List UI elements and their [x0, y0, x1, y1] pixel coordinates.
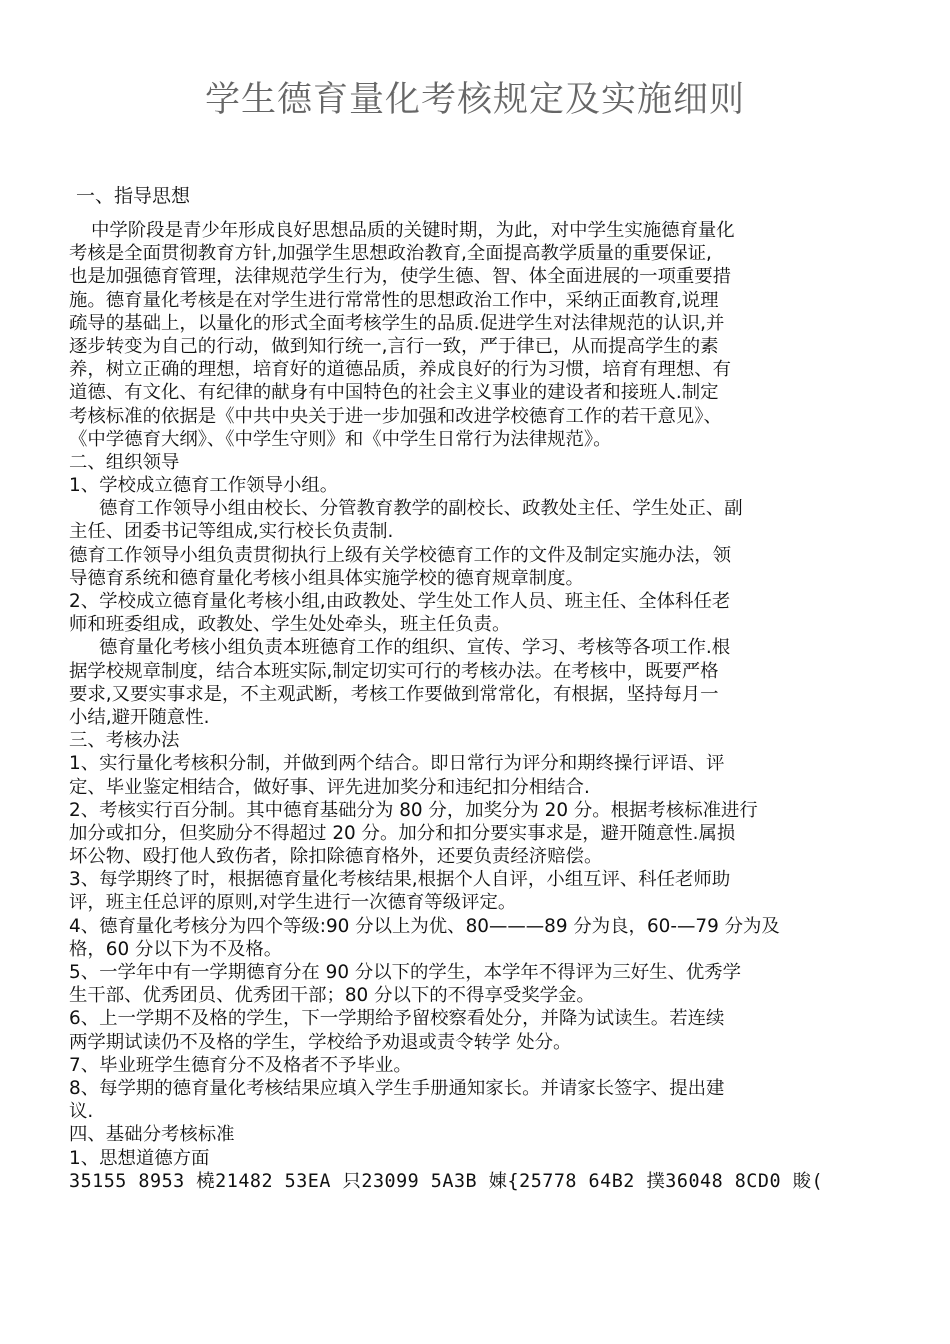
paragraph-line: 加分或扣分，但奖励分不得超过 20 分。加分和扣分要实事求是，避开随意性.属损: [69, 822, 736, 844]
paragraph-line: 考核标准的依据是《中共中央关于进一步加强和改进学校德育工作的若干意见》、: [69, 405, 722, 427]
paragraph-line: 施。德育量化考核是在对学生进行常常性的思想政治工作中，采纳正面教育,说理: [69, 289, 719, 311]
list-item: 7、毕业班学生德育分不及格者不予毕业。: [69, 1054, 412, 1076]
paragraph-line: 也是加强德育管理，法律规范学生行为，使学生德、智、体全面进展的一项重要措: [69, 266, 732, 288]
document-title: 学生德育量化考核规定及实施细则: [204, 80, 745, 120]
paragraph-line: 师和班委组成，政教处、学生处处牵头，班主任负责。: [69, 614, 511, 636]
paragraph-line: 导德育系统和德育量化考核小组具体实施学校的德育规章制度。: [69, 567, 584, 589]
document-body: [69, 219, 883, 1193]
section-heading-organization: 二、组织领导: [69, 451, 180, 473]
paragraph-line: 生干部、优秀团员、优秀团干部；80 分以下的不得享受奖学金。: [69, 985, 595, 1007]
list-item: 3、每学期终了时，根据德育量化考核结果,根据个人自评，小组互评、科任老师助: [69, 869, 731, 891]
paragraph-line: 逐步转变为自己的行动，做到知行统一,言行一致，严于律已，从而提高学生的素: [69, 335, 719, 357]
list-item: 4、德育量化考核分为四个等级:90 分以上为优、80———89 分为良，60-—79 分为及: [69, 915, 780, 937]
list-item: 2、考核实行百分制。其中德育基础分为 80 分，加奖分为 20 分。根据考核标准进行: [69, 799, 758, 821]
paragraph-line: 德育工作领导小组由校长、分管教育教学的副校长、政教处主任、学生处正、副: [99, 498, 743, 520]
paragraph-line: 定、毕业鉴定相结合，做好事、评先进加奖分和违纪扣分相结合.: [69, 776, 590, 798]
paragraph-line: 格，60 分以下为不及格。: [69, 938, 283, 960]
section-heading-assessment-method: 三、考核办法: [69, 730, 180, 752]
paragraph-line: 《中学德育大纲》、《中学生守则》和《中学生日常行为法律规范》。: [69, 428, 612, 450]
paragraph-line: 考核是全面贯彻教育方针,加强学生思想政治教育,全面提高教学质量的重要保证,: [69, 243, 712, 265]
paragraph-line: 两学期试读仍不及格的学生，学校给予劝退或责令转学 处分。: [69, 1031, 572, 1053]
list-item: 5、一学年中有一学期德育分在 90 分以下的学生，本学年不得评为三好生、优秀学: [69, 962, 742, 983]
list-item: 8、每学期的德育量化考核结果应填入学生手册通知家长。并请家长签字、提出建: [69, 1077, 725, 1099]
paragraph-line: 疏导的基础上，以量化的形式全面考核学生的品质.促进学生对法律规范的认识,并: [69, 312, 725, 334]
list-item: 2、学校成立德育量化考核小组,由政教处、学生处工作人员、班主任、全体科任老: [69, 591, 731, 612]
section-heading-guiding-ideology: 一、指导思想: [76, 185, 191, 207]
paragraph-line: 德育量化考核小组负责本班德育工作的组织、宣传、学习、考核等各项工作.根: [99, 637, 731, 659]
section-heading-basic-score-standard: 四、基础分考核标准: [69, 1124, 235, 1146]
paragraph-line: 评，班主任总评的原则,对学生进行一次德育等级评定。: [69, 892, 517, 914]
list-item: 1、思想道德方面: [69, 1147, 210, 1169]
paragraph-line: 坏公物、殴打他人致伤者，除扣除德育格外，还要负责经济赔偿。: [69, 846, 603, 868]
paragraph-line: 道德、有文化、有纪律的献身有中国特色的社会主义事业的建设者和接班人.制定: [69, 382, 719, 404]
paragraph-line: 议.: [69, 1101, 94, 1123]
paragraph-line: 据学校规章制度，结合本班实际,制定切实可行的考核办法。在考核中，既要严格: [69, 660, 719, 682]
list-item: 1、实行量化考核积分制，并做到两个结合。即日常行为评分和期终操行评语、评: [69, 753, 725, 775]
paragraph-line: 德育工作领导小组负责贯彻执行上级有关学校德育工作的文件及制定实施办法，领: [69, 544, 732, 566]
paragraph-line: 小结,避开随意性.: [69, 706, 210, 728]
paragraph-line: 要求,又要实事求是，不主观武断，考核工作要做到常常化，有根据，坚持每月一: [69, 683, 719, 705]
paragraph-line: 中学阶段是青少年形成良好思想品质的关键时期，为此，对中学生实施德育量化: [91, 220, 735, 241]
garbled-code-line: 35155 8953 橈21482 53EA 只23099 5A3B 娻{25778 64B2 撲36048 8CD0 賐(: [69, 1170, 824, 1192]
paragraph-line: 养，树立正确的理想，培育好的道德品质，养成良好的行为习惯，培育有理想、有: [69, 359, 732, 381]
list-item: 1、学校成立德育工作领导小组。: [69, 475, 339, 497]
paragraph-line: 主任、团委书记等组成,实行校长负责制.: [69, 521, 394, 543]
list-item: 6、上一学期不及格的学生，下一学期给予留校察看处分，并降为试读生。若连续: [69, 1008, 725, 1030]
